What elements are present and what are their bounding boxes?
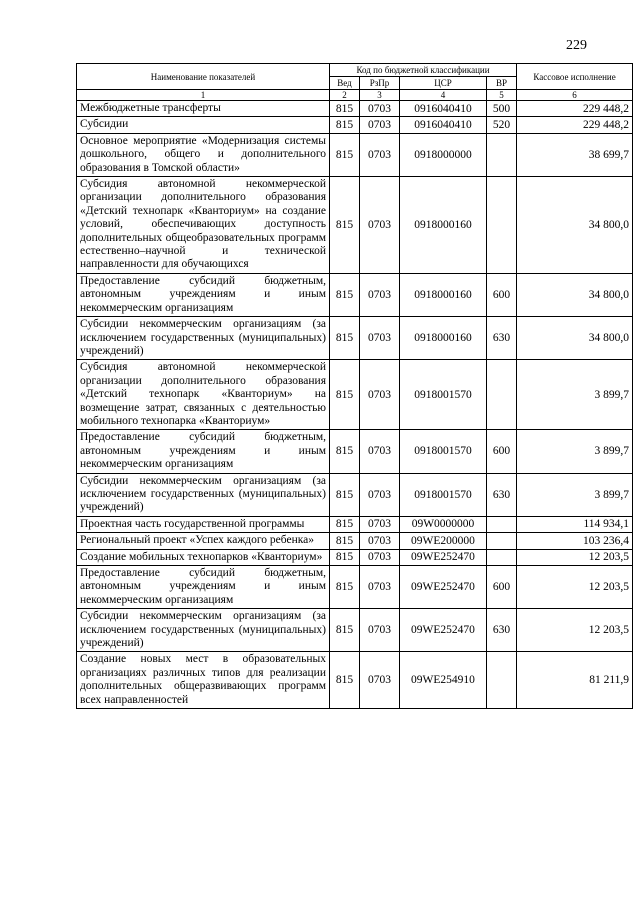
row-rzpr: 0703	[360, 473, 400, 516]
row-amount: 114 934,1	[517, 516, 633, 532]
row-vr: 630	[487, 609, 517, 652]
column-number: 1	[77, 90, 330, 101]
table-row	[77, 609, 633, 652]
row-rzpr: 0703	[360, 430, 400, 473]
row-amount: 34 800,0	[517, 177, 633, 274]
row-csr: 0916040410	[400, 101, 487, 117]
row-ved: 815	[330, 430, 360, 473]
row-amount: 12 203,5	[517, 549, 633, 565]
row-ved: 815	[330, 609, 360, 652]
header-csr: ЦСР	[400, 77, 487, 90]
row-csr: 09WE252470	[400, 549, 487, 565]
table-row	[77, 133, 633, 176]
row-rzpr: 0703	[360, 117, 400, 133]
row-vr	[487, 652, 517, 709]
table-row	[77, 177, 633, 274]
row-vr	[487, 133, 517, 176]
row-name: Создание новых мест в образовательных организациях различных типов для реализации дополнительных общеразвивающих программ всех направленностей	[77, 652, 330, 709]
row-vr	[487, 360, 517, 430]
row-name: Предоставление субсидий бюджетным, автономным учреждениям и иным некоммерческим организациям	[77, 273, 330, 316]
row-name: Проектная часть государственной программы	[77, 516, 330, 532]
row-vr: 600	[487, 273, 517, 316]
table-row	[77, 273, 633, 316]
row-name: Субсидии	[77, 117, 330, 133]
row-vr: 500	[487, 101, 517, 117]
table-row	[77, 533, 633, 549]
row-amount: 103 236,4	[517, 533, 633, 549]
row-rzpr: 0703	[360, 652, 400, 709]
row-rzpr: 0703	[360, 516, 400, 532]
row-ved: 815	[330, 317, 360, 360]
table-row	[77, 473, 633, 516]
row-amount: 12 203,5	[517, 566, 633, 609]
row-csr: 0918000160	[400, 317, 487, 360]
header-name: Наименование показателей	[77, 64, 330, 90]
row-rzpr: 0703	[360, 177, 400, 274]
row-vr	[487, 549, 517, 565]
row-csr: 0918001570	[400, 473, 487, 516]
row-rzpr: 0703	[360, 609, 400, 652]
table-row	[77, 549, 633, 565]
row-amount: 34 800,0	[517, 273, 633, 316]
row-rzpr: 0703	[360, 133, 400, 176]
row-amount: 81 211,9	[517, 652, 633, 709]
header-rzpr: РзПр	[360, 77, 400, 90]
row-amount: 34 800,0	[517, 317, 633, 360]
row-vr: 520	[487, 117, 517, 133]
row-amount: 38 699,7	[517, 133, 633, 176]
budget-table	[76, 63, 633, 709]
row-csr: 0918000160	[400, 177, 487, 274]
header-vr: ВР	[487, 77, 517, 90]
row-amount: 3 899,7	[517, 473, 633, 516]
row-ved: 815	[330, 273, 360, 316]
row-ved: 815	[330, 549, 360, 565]
row-amount: 12 203,5	[517, 609, 633, 652]
row-csr: 09WE252470	[400, 566, 487, 609]
table-row	[77, 516, 633, 532]
row-vr: 630	[487, 473, 517, 516]
table-row	[77, 566, 633, 609]
row-rzpr: 0703	[360, 566, 400, 609]
row-ved: 815	[330, 533, 360, 549]
row-name: Субсидия автономной некоммерческой организации дополнительного образования «Детский технопарк «Кванториум» на возмещение затрат, связанных с деятельностью мобильного технопарка «Кванториум»	[77, 360, 330, 430]
table-row	[77, 360, 633, 430]
row-amount: 3 899,7	[517, 430, 633, 473]
column-number: 5	[487, 90, 517, 101]
row-name: Субсидии некоммерческим организациям (за исключением государственных (муниципальных) учреждений)	[77, 609, 330, 652]
table-row	[77, 430, 633, 473]
table-row	[77, 652, 633, 709]
table-row	[77, 117, 633, 133]
row-rzpr: 0703	[360, 273, 400, 316]
table-row	[77, 101, 633, 117]
row-csr: 09WE252470	[400, 609, 487, 652]
row-rzpr: 0703	[360, 317, 400, 360]
column-number: 6	[517, 90, 633, 101]
page-number: 229	[566, 38, 587, 53]
row-csr: 09WE200000	[400, 533, 487, 549]
row-amount: 229 448,2	[517, 101, 633, 117]
row-name: Региональный проект «Успех каждого ребенка»	[77, 533, 330, 549]
row-ved: 815	[330, 101, 360, 117]
row-ved: 815	[330, 177, 360, 274]
row-vr	[487, 533, 517, 549]
row-ved: 815	[330, 360, 360, 430]
row-rzpr: 0703	[360, 360, 400, 430]
row-ved: 815	[330, 473, 360, 516]
row-amount: 229 448,2	[517, 117, 633, 133]
column-number: 3	[360, 90, 400, 101]
row-rzpr: 0703	[360, 101, 400, 117]
row-name: Предоставление субсидий бюджетным, автономным учреждениям и иным некоммерческим организациям	[77, 566, 330, 609]
row-vr: 600	[487, 566, 517, 609]
row-csr: 0918001570	[400, 430, 487, 473]
row-name: Субсидия автономной некоммерческой организации дополнительного образования «Детский технопарк «Кванториум» на создание условий, обеспечивающих доступность дополнительных общеобразовательных программ естественно–научной и технической направленности для обучающихся	[77, 177, 330, 274]
row-name: Основное мероприятие «Модернизация системы дошкольного, общего и дополнительного образования в Томской области»	[77, 133, 330, 176]
row-csr: 09WE254910	[400, 652, 487, 709]
row-vr	[487, 516, 517, 532]
row-csr: 0918001570	[400, 360, 487, 430]
header-code-group: Код по бюджетной классификации	[330, 64, 517, 77]
row-csr: 0918000160	[400, 273, 487, 316]
row-name: Предоставление субсидий бюджетным, автономным учреждениям и иным некоммерческим организациям	[77, 430, 330, 473]
row-vr: 600	[487, 430, 517, 473]
row-rzpr: 0703	[360, 549, 400, 565]
header-amount: Кассовое исполнение	[517, 64, 633, 90]
row-rzpr: 0703	[360, 533, 400, 549]
row-csr: 0918000000	[400, 133, 487, 176]
row-csr: 09W0000000	[400, 516, 487, 532]
row-vr	[487, 177, 517, 274]
row-vr: 630	[487, 317, 517, 360]
row-csr: 0916040410	[400, 117, 487, 133]
table-row	[77, 317, 633, 360]
row-name: Субсидии некоммерческим организациям (за исключением государственных (муниципальных) учреждений)	[77, 473, 330, 516]
row-ved: 815	[330, 133, 360, 176]
row-ved: 815	[330, 117, 360, 133]
column-number: 2	[330, 90, 360, 101]
row-name: Создание мобильных технопарков «Кванториум»	[77, 549, 330, 565]
row-ved: 815	[330, 566, 360, 609]
column-numbers-row	[77, 90, 633, 101]
row-name: Межбюджетные трансферты	[77, 101, 330, 117]
row-ved: 815	[330, 516, 360, 532]
row-name: Субсидии некоммерческим организациям (за исключением государственных (муниципальных) учреждений)	[77, 317, 330, 360]
header-ved: Вед	[330, 77, 360, 90]
row-amount: 3 899,7	[517, 360, 633, 430]
column-number: 4	[400, 90, 487, 101]
row-ved: 815	[330, 652, 360, 709]
